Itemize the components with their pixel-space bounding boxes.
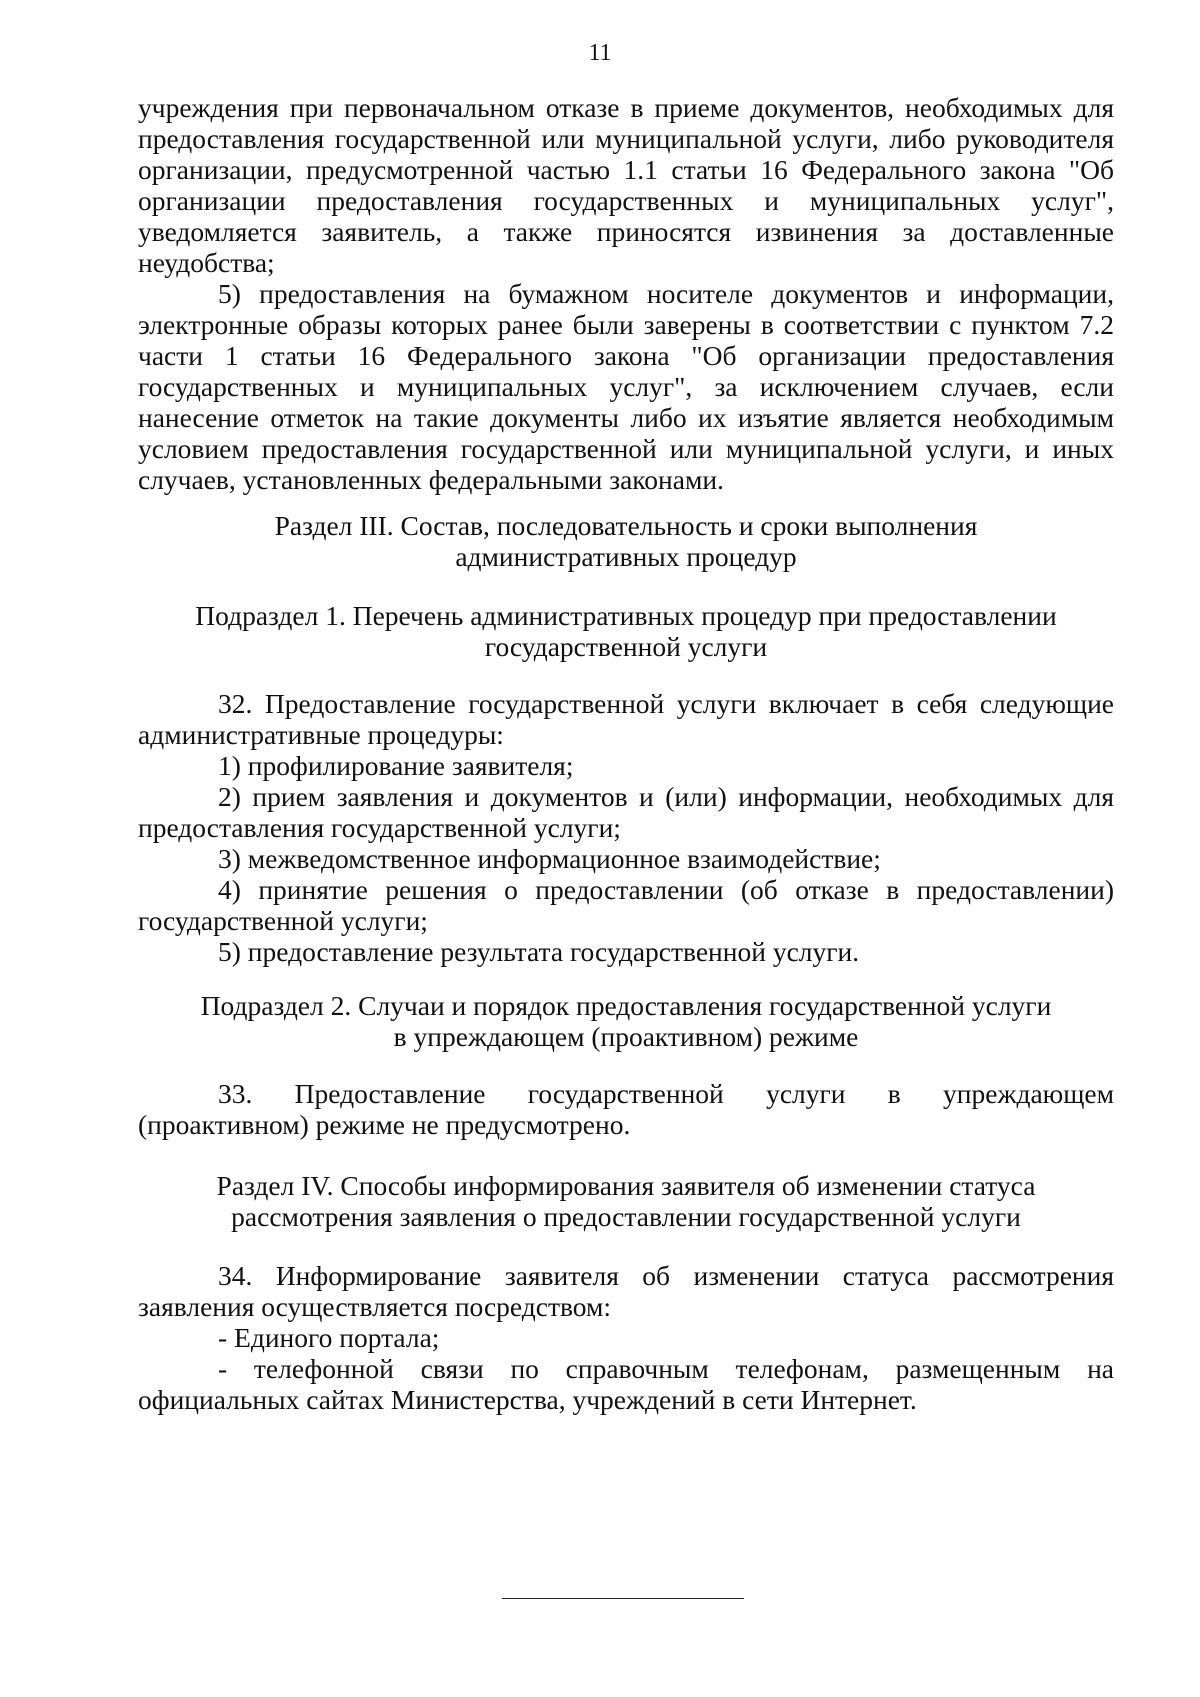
paragraph-text: 33. Предоставление государственной услуги в упреждающем (проактивном) режиме не предусмотрено. bbox=[138, 1078, 1114, 1140]
paragraph-32 bbox=[138, 688, 1114, 967]
paragraph-text: учреждения при первоначальном отказе в приеме документов, необходимых для предоставления государственной или муниципальной услуги, либо руководителя организации, предусмотренной частью 1.1 статьи 16 Федерального закона "Об организации предоставления государственных и муниципальных услуг", уведомляется заявитель, а также приносятся извинения за доставленные неудобства; bbox=[138, 92, 1114, 278]
page-number: 11 bbox=[588, 40, 612, 66]
heading-line: Раздел III. Состав, последовательность и сроки выполнения bbox=[274, 510, 978, 541]
paragraph-text: 32. Предоставление государственной услуги включает в себя следующие административные процедуры: bbox=[138, 688, 1114, 750]
list-item: 4) принятие решения о предоставлении (об отказе в предоставлении) государственной услуги; bbox=[138, 874, 1114, 936]
heading-line: Подраздел 2. Случаи и порядок предоставления государственной услуги bbox=[200, 990, 1052, 1021]
list-item: 3) межведомственное информационное взаимодействие; bbox=[218, 843, 881, 874]
heading-line: Подраздел 1. Перечень административных процедур при предоставлении bbox=[195, 600, 1057, 631]
closing-rule bbox=[502, 1598, 744, 1599]
paragraph-continuation bbox=[138, 92, 1114, 278]
heading-line: административных процедур bbox=[455, 541, 797, 572]
paragraph-text: 34. Информирование заявителя об изменении статуса рассмотрения заявления осуществляется посредством: bbox=[138, 1260, 1114, 1322]
subsection-2-heading bbox=[138, 990, 1114, 1052]
heading-line: рассмотрения заявления о предоставлении государственной услуги bbox=[231, 1201, 1021, 1232]
list-item: - телефонной связи по справочным телефонам, размещенным на официальных сайтах Министерства, учреждений в сети Интернет. bbox=[138, 1353, 1114, 1415]
section-4-heading bbox=[138, 1170, 1114, 1232]
paragraph-text: 5) предоставления на бумажном носителе документов и информации, электронные образы которых ранее были заверены в соответствии с пунктом 7.2 части 1 статьи 16 Федерального закона "Об организации предоставления государственных и муниципальных услуг", за исключением случаев, если нанесение отметок на такие документы либо их изъятие является необходимым условием предоставления государственной или муниципальной услуги, и иных случаев, установленных федеральными законами. bbox=[138, 278, 1114, 495]
paragraph-item-5 bbox=[138, 278, 1114, 495]
subsection-1-heading bbox=[138, 600, 1114, 662]
paragraph-34 bbox=[138, 1260, 1114, 1415]
heading-line: в упреждающем (проактивном) режиме bbox=[393, 1021, 859, 1052]
list-item: - Единого портала; bbox=[218, 1322, 440, 1353]
heading-line: Раздел IV. Способы информирования заявителя об изменении статуса bbox=[216, 1170, 1036, 1201]
section-3-heading bbox=[138, 510, 1114, 572]
list-item: 5) предоставление результата государственной услуги. bbox=[218, 936, 860, 967]
heading-line: государственной услуги bbox=[484, 631, 768, 662]
list-item: 1) профилирование заявителя; bbox=[218, 750, 574, 781]
paragraph-33 bbox=[138, 1078, 1114, 1140]
list-item: 2) прием заявления и документов и (или) информации, необходимых для предоставления государственной услуги; bbox=[138, 781, 1114, 843]
